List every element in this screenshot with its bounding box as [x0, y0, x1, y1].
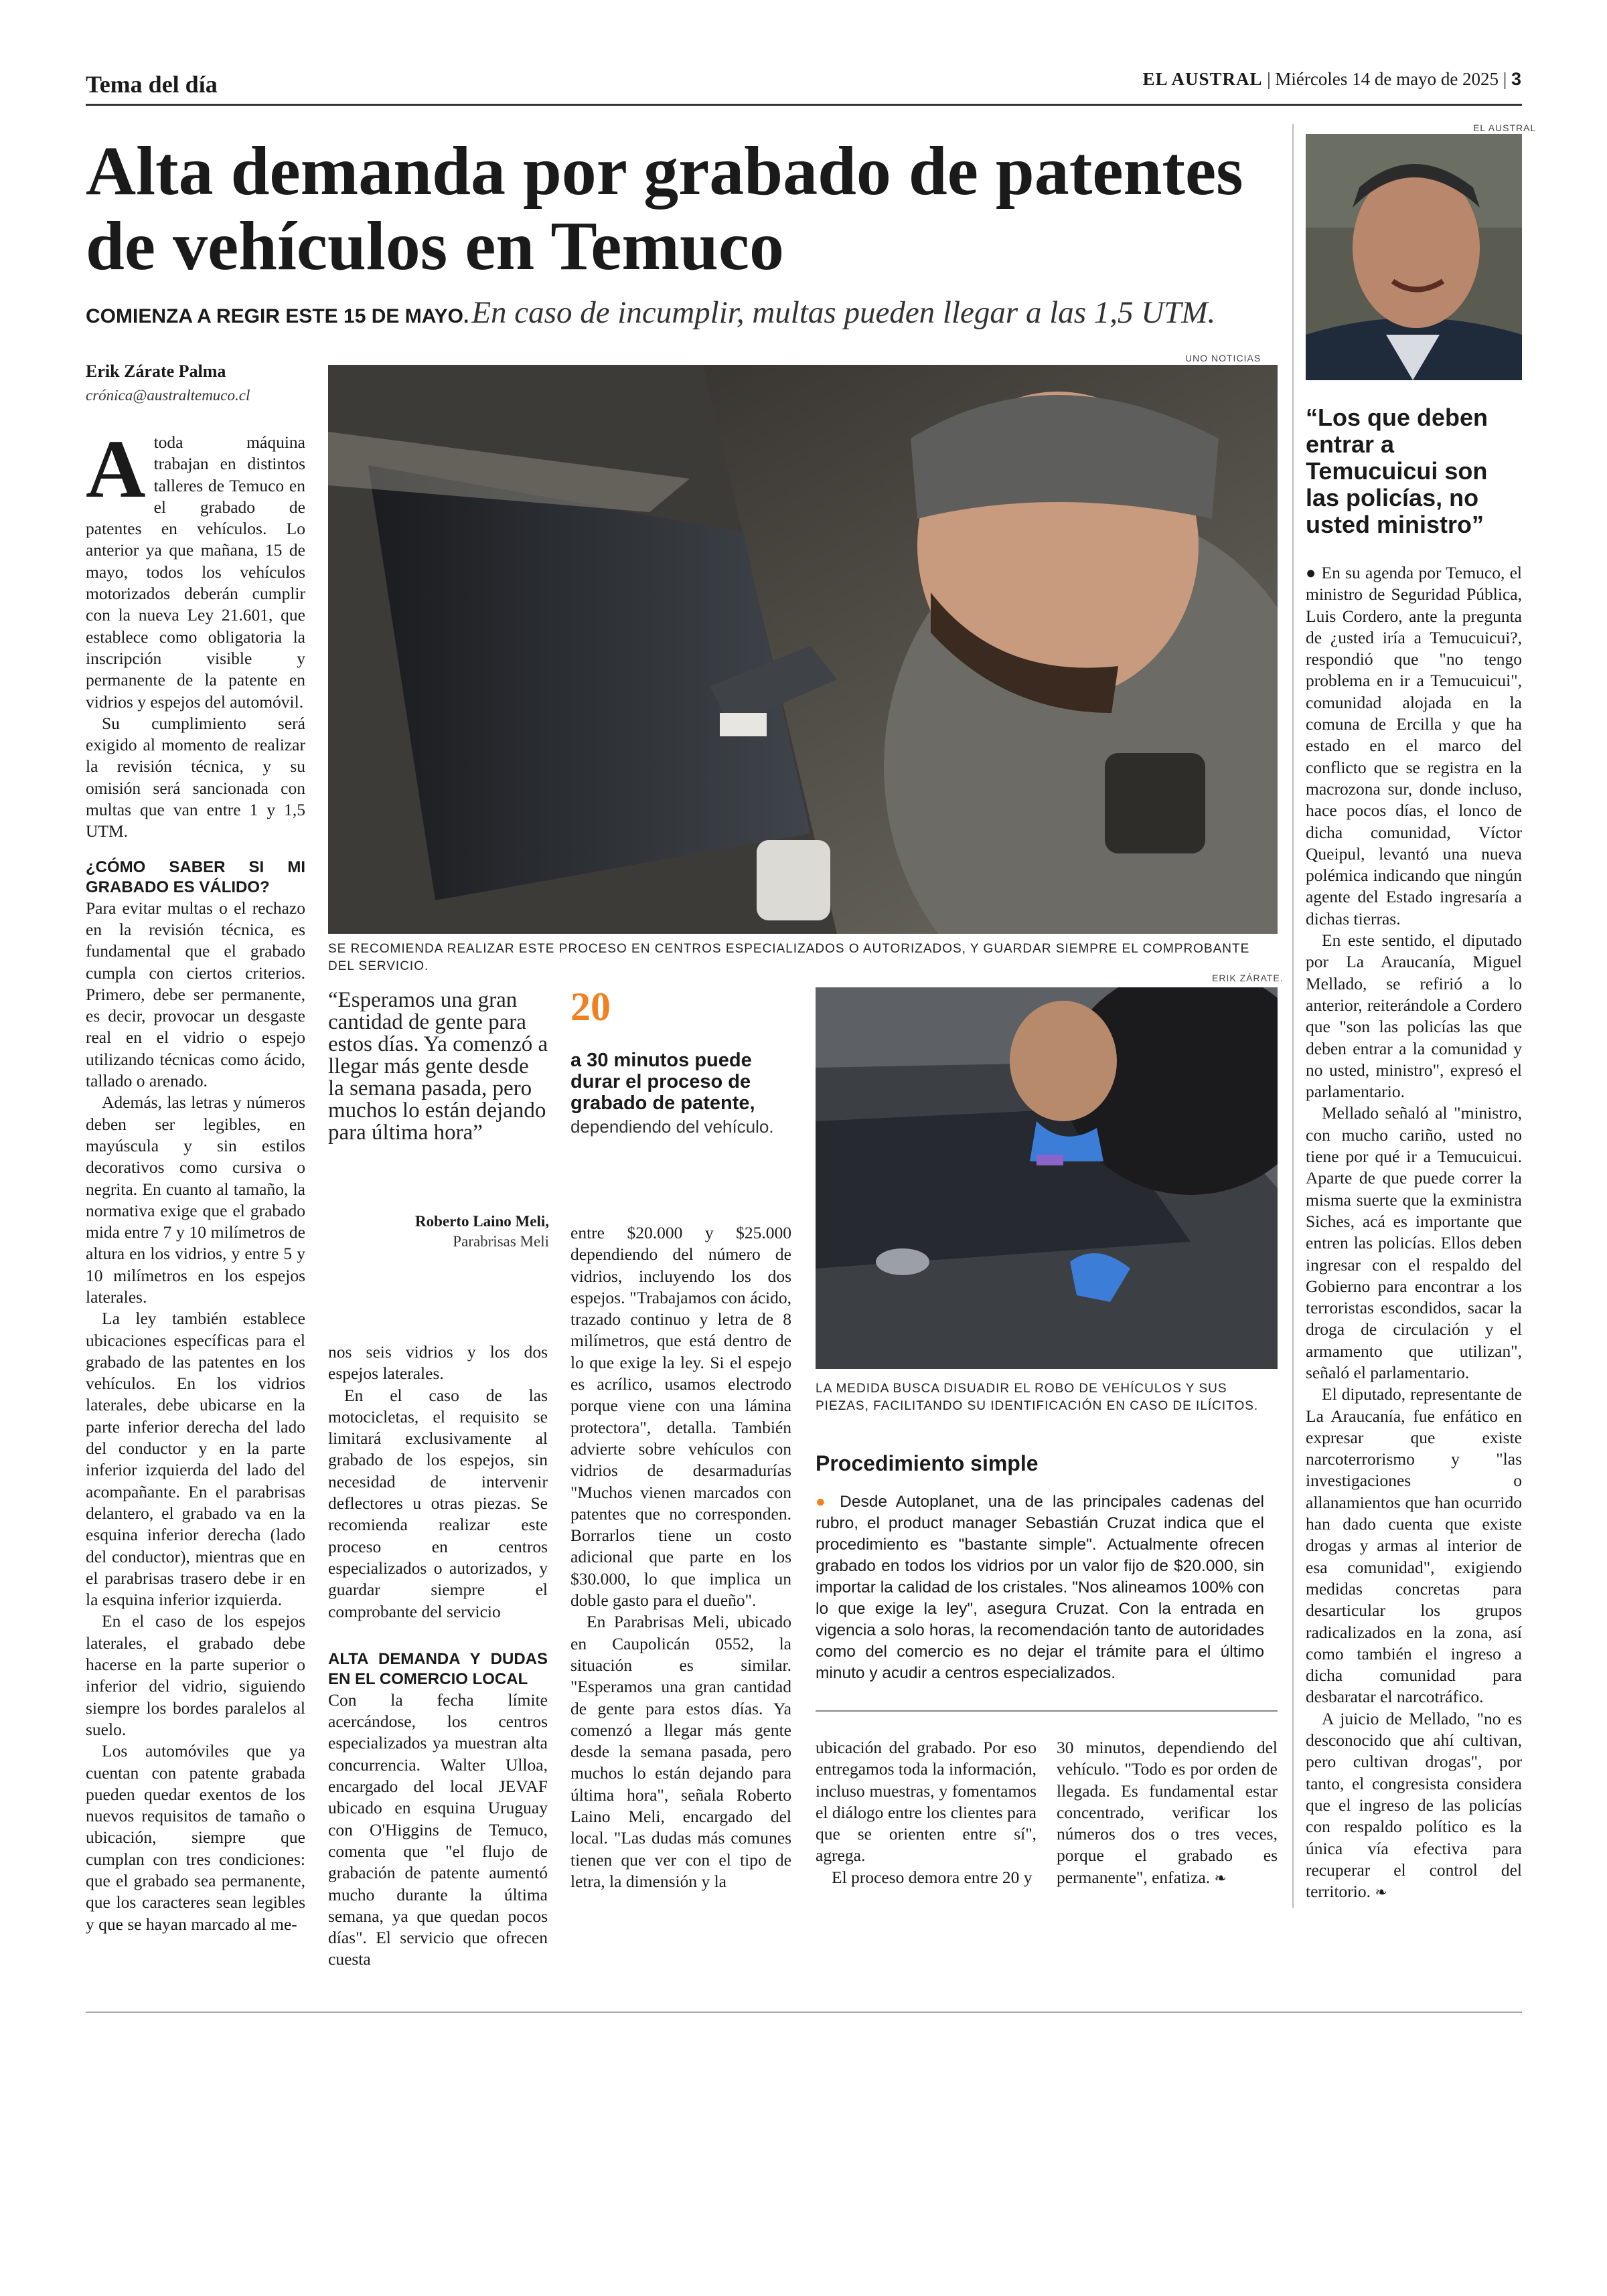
paragraph: La ley también establece ubicaciones específicas para el grabado de las patentes en los vehículos. En los vidrios laterales, debe ubicarse en la parte inferior derecha del lado del conductor y en la parte inferior izquierda del lado del acompañante. En el parabrisas delantero, el grabado va en la esquina inferior derecha (lado del conductor), mientras que en el parabrisas trasero debe ir en la esquina inferior izquierda.	[86, 1309, 305, 1610]
sidebar-photo	[1306, 134, 1522, 380]
column-divider	[1292, 124, 1294, 1908]
dek	[86, 295, 1284, 331]
article-column-1	[86, 423, 305, 1935]
stat-number: 20	[570, 985, 611, 1029]
dek-text: En caso de incumplir, multas pueden llegar a las 1,5 UTM.	[471, 295, 1216, 330]
pull-quote-role: Parabrisas Meli	[453, 1233, 549, 1250]
masthead-divider: |	[1503, 69, 1511, 89]
photo-credit: UNO NOTICIAS	[1185, 353, 1261, 363]
stat-subtext: dependiendo del vehículo.	[570, 1117, 774, 1137]
end-mark-icon: ❧	[1375, 1884, 1387, 1902]
end-mark-icon: ❧	[1214, 1870, 1227, 1887]
box-title: Procedimiento simple	[816, 1451, 1039, 1475]
byline-author: Erik Zárate Palma	[86, 361, 226, 381]
article-column-4	[816, 1737, 1037, 1888]
page-number: 3	[1511, 69, 1521, 89]
portrait-photo	[1306, 134, 1522, 380]
kicker: COMIENZA A REGIR ESTE 15 DE MAYO.	[86, 305, 469, 327]
bullet-icon: ●	[816, 1493, 831, 1511]
paragraph: En el caso de las motocicletas, el requisito se limitará exclusivamente al grabado de los espejos, sin necesidad de intervenir deflectores u otras piezas. Se recomienda realizar este proceso en centros especializados o autorizados, y guardar siempre el comprobante del servicio	[328, 1385, 548, 1621]
paragraph-text: A juicio de Mellado, "no es desconocido que ahí cultivan, pero cultivan drogas", por tanto, el congresista considera que el ingreso de las policías con respaldo político es la única vía efectiva para recuperar el control del territorio.	[1306, 1708, 1522, 1902]
article-column-3	[570, 1222, 791, 1892]
section-label: Tema del día	[86, 71, 218, 98]
box-paragraph: Desde Autoplanet, una de las principales cadenas del rubro, el product manager Sebastián Cruzat indica que el procedimiento es "bastante simple". Actualmente ofrecen grabado en todos los vidrios por un valor fijo de $20.000, sin importar la calidad de los cristales. "Nos alineamos 100% con lo que exige la ley", asegura Cruzat. Con la entrada en vigencia a solo horas, la recomendación tanto de autoridades como del comercio es no dejar el trámite para el último minuto y acudir a centros especializados.	[816, 1493, 1264, 1682]
paragraph-text: En su agenda por Temuco, el ministro de Seguridad Pública, Luis Cordero, ante la pregunta de ¿usted iría a Temucuicui?, respondió que "no tengo problema en ir a Temucuicui", comunidad alojada en la comuna de Ercilla y que ha estado en el marco del conflicto que se registra en la macrozona sur, donde incluso, hace pocos días, el lonco de dicha comunidad, Víctor Queipul, levantó una nueva polémica indicando que ningún agente del Estado ingresaría a dichas tierras.	[1306, 563, 1523, 928]
box-rule	[816, 1710, 1278, 1712]
paragraph: En este sentido, el diputado por La Araucanía, Miguel Mellado, se refirió a lo anterior, reiterándole a Cordero que "son las policías las que deben entrar a la comunidad y no usted, ministro", expresó el parlamentario.	[1306, 930, 1522, 1102]
paragraph: El diputado, representante de La Araucanía, fue enfático en expresar que existe narcoterrorismo y "las investigaciones o allanamientos que han ocurrido han dado cuenta que existe drogas y armas al interior de esa comunidad", exigiendo medidas concretas para desarticular los grupos radicalizados en la zona, así como también el ingreso a dicha comunidad para desbaratar el narcotráfico.	[1306, 1384, 1522, 1707]
paragraph	[1306, 562, 1522, 930]
photo-credit: EL AUSTRAL	[1473, 122, 1537, 133]
issue-date: Miércoles 14 de mayo de 2025	[1275, 69, 1499, 89]
main-photo	[328, 365, 1278, 934]
paragraph: Además, las letras y números deben ser legibles, en mayúscula y sin estilos decorativos como cursiva o negrita. En cuanto al tamaño, la normativa exige que el grabado mida entre 7 y 10 milímetros de altura en los vidrios, y entre 5 y 10 milímetros en los espejos laterales.	[86, 1092, 305, 1307]
paragraph: Su cumplimiento será exigido al momento de realizar la revisión técnica, y su omisión será sancionada con multas que van entre 1 y 1,5 UTM.	[86, 713, 305, 841]
article-column-5	[1057, 1737, 1278, 1890]
sidebar-column	[1306, 562, 1522, 1904]
header-rule	[86, 104, 1522, 106]
pull-quote: “Esperamos una gran cantidad de gente para estos días. Ya comenzó a llegar más gente desde la semana pasada, pero muchos lo están dejando para última hora”	[328, 988, 548, 1145]
drop-cap: A	[86, 423, 146, 515]
paragraph: El proceso demora entre 20 y	[832, 1867, 1032, 1887]
paragraph: Mellado señaló al "ministro, con mucho cariño, usted no tiene por qué ir a Temucuicui. Aparte de que puede correr la misma suerte que la exministra Siches, acá es importante que entren las policías. Ellos deben ingresar con el respaldo del Gobierno para encontrar a los terroristas escondidos, sacar la droga de circulación y el armamento que utilizan", señaló el parlamentario.	[1306, 1103, 1522, 1382]
paper-name: EL AUSTRAL	[1142, 69, 1263, 89]
paragraph: nos seis vidrios y los dos espejos laterales.	[328, 1342, 548, 1384]
headline: Alta demanda por grabado de patentes de vehículos en Temuco	[86, 133, 1243, 284]
article-column-2	[328, 1341, 548, 1971]
paragraph: toda máquina trabajan en distintos talleres de Temuco en el grabado de patentes en vehículos. Lo anterior ya que mañana, 15 de mayo, todos los vehículos motorizados deberán cumplir con la nueva Ley 21.601, que establece como obligatoria la inscripción visible y permanente de la patente en vidrios y espejos del automóvil.	[86, 432, 305, 712]
paragraph: ubicación del grabado. Por eso entregamos toda la información, incluso muestras, y fomentamos el diálogo entre los clientes para que se orienten entre sí", agrega.	[816, 1738, 1037, 1866]
windshield-engraving-photo	[816, 987, 1278, 1369]
sidebar-headline: “Los que deben entrar a Temucuicui son las policías, no usted ministro”	[1306, 404, 1488, 538]
subheading: ALTA DEMANDA Y DUDAS EN EL COMERCIO LOCAL	[328, 1649, 548, 1688]
masthead	[1143, 69, 1521, 90]
bullet-icon: ●	[1306, 563, 1322, 582]
paragraph: entre $20.000 y $25.000 dependiendo del número de vidrios, incluyendo los dos espejos. "Trabajamos con ácido, trazado continuo y letra de 8 milímetros, que está dentro de lo que exige la ley. Si el espejo es acrílico, usamos electrodo porque viene con una lámina protectora", detalla. También advierte sobre vehículos con vidrios de desarmadurías "Muchos vienen marcados con patentes que no corresponden. Borrarlos tiene un costo adicional que parte en los $30.000, lo que implica un doble gasto para el dueño".	[570, 1223, 791, 1611]
technician-engraving-photo	[328, 365, 1278, 934]
paragraph	[1057, 1737, 1278, 1890]
paragraph-text: 30 minutos, dependiendo del vehículo. "Todo es por orden de llegada. Es fundamental estar concentrado, verificar los números dos o tres veces, porque el grabado es permanente", enfatiza.	[1057, 1738, 1278, 1887]
photo-credit: ERIK ZÁRATE.	[1212, 973, 1284, 983]
stat-text: a 30 minutos puede durar el proceso de grabado de patente,	[570, 1050, 755, 1114]
footer-rule	[86, 2012, 1522, 2013]
paragraph: En el caso de los espejos laterales, el grabado debe hacerse en la parte superior o inferior del vidrio, siguiendo siempre los bordes paralelos al suelo.	[86, 1611, 305, 1739]
paragraph: Con la fecha límite acercándose, los centros especializados ya muestran alta concurrencia. Walter Ulloa, encargado del local JEVAF ubicado en esquina Uruguay con O'Higgins de Temuco, comenta que "el flujo de grabación de patente aumentó mucho durante la última semana, ya que quedan pocos días". El servicio que ofrecen cuesta	[328, 1690, 548, 1969]
paragraph	[1306, 1708, 1522, 1904]
paragraph: Los automóviles que ya cuentan con patente grabada pueden quedar exentos de los nuevos requisitos de tamaño o ubicación, siempre que cumplan con tres condiciones: que el grabado sea permanente, que los caracteres sean legibles y que se hayan marcado al me-	[86, 1741, 305, 1934]
paragraph: En Parabrisas Meli, ubicado en Caupolicán 0552, la situación es similar. "Esperamos una gran cantidad de gente para estos días. Ya comenzó a llegar más gente desde la semana pasada, pero muchos lo están dejando para última hora", señala Roberto Laino Meli, encargado del local. "Las dudas más comunes tienen que ver con el tipo de letra, la dimensión y la	[570, 1612, 791, 1891]
photo-caption: LA MEDIDA BUSCA DISUADIR EL ROBO DE VEHÍCULOS Y SUS PIEZAS, FACILITANDO SU IDENTIFICACIÓN EN CASO DE ILÍCITOS.	[816, 1382, 1259, 1413]
paragraph: Para evitar multas o el rechazo en la revisión técnica, es fundamental que el grabado cumpla con ciertos criterios. Primero, debe ser permanente, es decir, provocar un desgaste real en el vidrio o espejo utilizando técnicas como ácido, tallado o arenado.	[86, 898, 305, 1091]
second-photo	[816, 987, 1278, 1369]
box-text	[816, 1491, 1264, 1684]
masthead-divider: |	[1267, 69, 1276, 89]
photo-caption: SE RECOMIENDA REALIZAR ESTE PROCESO EN CENTROS ESPECIALIZADOS O AUTORIZADOS, Y GUARDAR SIEMPRE EL COMPROBANTE DEL SERVICIO.	[328, 942, 1250, 973]
subheading: ¿CÓMO SABER SI MI GRABADO ES VÁLIDO?	[86, 857, 305, 896]
pull-quote-author: Roberto Laino Meli,	[415, 1213, 549, 1230]
byline-email: crónica@australtemuco.cl	[86, 387, 250, 404]
